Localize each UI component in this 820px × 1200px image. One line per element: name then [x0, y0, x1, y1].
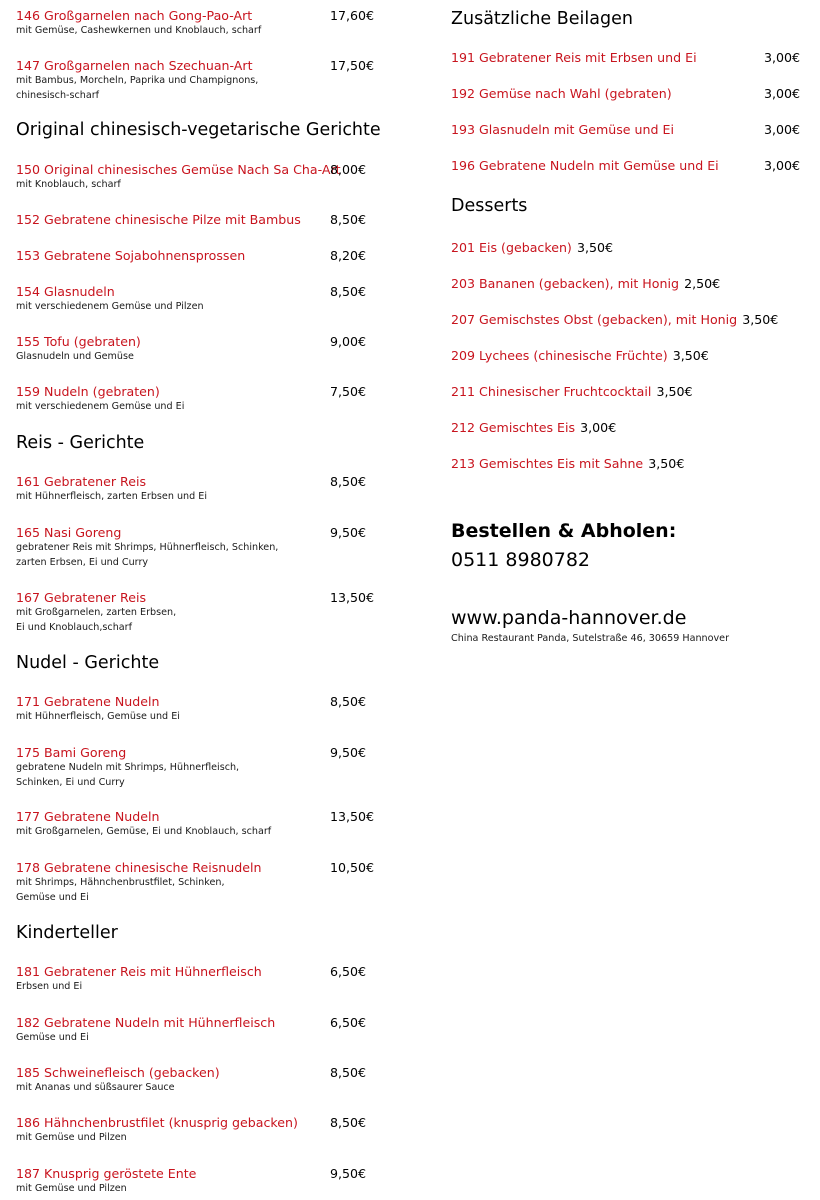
item-description: mit verschiedenem Gemüse und Ei: [16, 401, 185, 412]
item-name: 187 Knusprig geröstete Ente: [16, 1166, 197, 1181]
item-name: 159 Nudeln (gebraten): [16, 384, 160, 399]
item-price: 8,50€: [330, 212, 367, 227]
item-description: mit Gemüse und Pilzen: [16, 1183, 127, 1194]
item-name: 171 Gebratene Nudeln: [16, 694, 160, 709]
menu-item: [16, 1115, 367, 1146]
menu-item: [16, 1166, 367, 1197]
item-name: 146 Großgarnelen nach Gong-Pao-Art: [16, 8, 253, 23]
item-description: Gemüse und Ei: [16, 891, 89, 903]
item-name: 203 Bananen (gebacken), mit Honig: [451, 276, 679, 291]
item-price: 6,50€: [330, 964, 367, 979]
item-description: mit Gemüse und Pilzen: [16, 1132, 127, 1143]
item-price: 10,50€: [330, 860, 375, 875]
item-description: mit Ananas und süßsaurer Sauce: [16, 1082, 175, 1093]
item-price: 2,50€: [684, 276, 721, 291]
item-price: 8,20€: [330, 248, 367, 263]
item-price: 8,50€: [330, 1115, 367, 1130]
section-title-desserts: Desserts: [451, 196, 528, 216]
item-name: 201 Eis (gebacken): [451, 240, 572, 255]
dessert-item: [451, 381, 693, 400]
item-name: 185 Schweinefleisch (gebacken): [16, 1065, 220, 1080]
item-name: 186 Hähnchenbrustfilet (knusprig gebacken): [16, 1115, 298, 1130]
item-name: 154 Glasnudeln: [16, 284, 115, 299]
item-name: 161 Gebratener Reis: [16, 474, 147, 489]
item-name: 155 Tofu (gebraten): [16, 334, 141, 349]
menu-item: [16, 334, 367, 365]
menu-item: [16, 8, 375, 39]
item-price: 3,00€: [764, 86, 801, 101]
item-price: 9,50€: [330, 745, 367, 760]
menu-item: [16, 58, 375, 103]
item-price: 8,50€: [330, 694, 367, 709]
item-name: 175 Bami Goreng: [16, 745, 127, 760]
item-price: 6,50€: [330, 1015, 367, 1030]
menu-item: [451, 158, 801, 174]
item-price: 13,50€: [330, 809, 375, 824]
item-name: 152 Gebratene chinesische Pilze mit Bambus: [16, 212, 301, 227]
item-name: 150 Original chinesisches Gemüse Nach Sa Cha-Art: [16, 162, 341, 177]
item-description: Glasnudeln und Gemüse: [16, 351, 134, 362]
item-price: 17,60€: [330, 8, 375, 23]
menu-item: [16, 525, 367, 570]
item-price: 3,00€: [764, 50, 801, 65]
item-name: 213 Gemischtes Eis mit Sahne: [451, 456, 644, 471]
menu-item: [16, 745, 367, 790]
item-description: mit Knoblauch, scharf: [16, 179, 121, 190]
menu-item: [16, 248, 367, 264]
item-price: 3,00€: [580, 420, 617, 435]
menu-item: [16, 809, 375, 840]
item-description: gebratene Nudeln mit Shrimps, Hühnerfleisch,: [16, 762, 240, 773]
dessert-item: [451, 345, 709, 364]
item-name: 193 Glasnudeln mit Gemüse und Ei: [451, 122, 674, 137]
menu-item: [16, 162, 367, 193]
dessert-item: [451, 273, 720, 292]
item-price: 8,00€: [330, 162, 367, 177]
item-description: mit Shrimps, Hähnchenbrustfilet, Schinken,: [16, 877, 225, 888]
item-price: 9,50€: [330, 1166, 367, 1181]
item-name: 165 Nasi Goreng: [16, 525, 122, 540]
item-description: mit Großgarnelen, zarten Erbsen,: [16, 607, 177, 618]
item-description: mit Bambus, Morcheln, Paprika und Champignons,: [16, 75, 259, 86]
item-description: mit Gemüse, Cashewkernen und Knoblauch, scharf: [16, 25, 262, 36]
item-price: 3,00€: [764, 122, 801, 137]
menu-item: [451, 86, 801, 102]
item-name: 147 Großgarnelen nach Szechuan-Art: [16, 58, 253, 73]
item-description: gebratener Reis mit Shrimps, Hühnerfleisch, Schinken,: [16, 542, 279, 553]
menu-item: [16, 212, 367, 228]
item-description: Gemüse und Ei: [16, 1032, 89, 1043]
menu-item: [16, 964, 367, 995]
item-price: 3,50€: [576, 240, 613, 255]
website-link[interactable]: www.panda-hannover.de: [451, 607, 687, 629]
order-phone[interactable]: 0511 8980782: [451, 549, 591, 571]
item-description: mit Hühnerfleisch, Gemüse und Ei: [16, 711, 180, 722]
item-price: 3,00€: [764, 158, 801, 173]
item-name: 167 Gebratener Reis: [16, 590, 147, 605]
item-name: 191 Gebratener Reis mit Erbsen und Ei: [451, 50, 697, 65]
item-description: mit Hühnerfleisch, zarten Erbsen und Ei: [16, 491, 207, 502]
dessert-item: [451, 237, 613, 256]
section-title-vegetarian: Original chinesisch-vegetarische Gerichte: [16, 120, 381, 140]
dessert-item: [451, 453, 684, 472]
menu-item: [451, 50, 801, 66]
menu-item: [16, 284, 367, 315]
menu-item: [16, 474, 367, 505]
item-price: 8,50€: [330, 474, 367, 489]
item-price: 8,50€: [330, 284, 367, 299]
item-price: 9,50€: [330, 525, 367, 540]
menu-item: [16, 694, 367, 725]
dessert-item: [451, 309, 778, 328]
menu-item: [16, 590, 375, 635]
item-price: 9,00€: [330, 334, 367, 349]
section-title-sides: Zusätzliche Beilagen: [451, 9, 633, 29]
item-price: 8,50€: [330, 1065, 367, 1080]
item-name: 192 Gemüse nach Wahl (gebraten): [451, 86, 672, 101]
item-price: 3,50€: [672, 348, 709, 363]
menu-item: [16, 1065, 367, 1096]
item-name: 178 Gebratene chinesische Reisnudeln: [16, 860, 262, 875]
section-title-kids: Kinderteller: [16, 923, 118, 943]
item-description: zarten Erbsen, Ei und Curry: [16, 556, 149, 568]
item-name: 182 Gebratene Nudeln mit Hühnerfleisch: [16, 1015, 276, 1030]
item-description: Schinken, Ei und Curry: [16, 776, 125, 788]
item-price: 7,50€: [330, 384, 367, 399]
menu-item: [16, 1015, 367, 1046]
item-name: 177 Gebratene Nudeln: [16, 809, 160, 824]
item-name: 196 Gebratene Nudeln mit Gemüse und Ei: [451, 158, 719, 173]
section-title-rice: Reis - Gerichte: [16, 433, 145, 453]
item-description: mit Großgarnelen, Gemüse, Ei und Knoblauch, scharf: [16, 826, 272, 837]
order-heading: Bestellen & Abholen:: [451, 520, 677, 542]
item-price: 3,50€: [742, 312, 779, 327]
item-name: 207 Gemischstes Obst (gebacken), mit Honig: [451, 312, 738, 327]
section-title-noodles: Nudel - Gerichte: [16, 653, 160, 673]
item-name: 153 Gebratene Sojabohnensprossen: [16, 248, 246, 263]
menu-item: [16, 384, 367, 415]
item-name: 211 Chinesischer Fruchtcocktail: [451, 384, 652, 399]
item-name: 181 Gebratener Reis mit Hühnerfleisch: [16, 964, 262, 979]
item-name: 209 Lychees (chinesische Früchte): [451, 348, 668, 363]
menu-item: [16, 860, 375, 905]
menu-item: [451, 122, 801, 138]
item-description: Ei und Knoblauch,scharf: [16, 621, 132, 633]
item-price: 3,50€: [648, 456, 685, 471]
item-price: 13,50€: [330, 590, 375, 605]
item-description: mit verschiedenem Gemüse und Pilzen: [16, 301, 204, 312]
restaurant-address: China Restaurant Panda, Sutelstraße 46, 30659 Hannover: [451, 633, 730, 644]
item-price: 3,50€: [656, 384, 693, 399]
item-description: chinesisch-scharf: [16, 89, 100, 101]
item-description: Erbsen und Ei: [16, 981, 83, 992]
item-price: 17,50€: [330, 58, 375, 73]
item-name: 212 Gemischtes Eis: [451, 420, 576, 435]
dessert-item: [451, 417, 616, 436]
